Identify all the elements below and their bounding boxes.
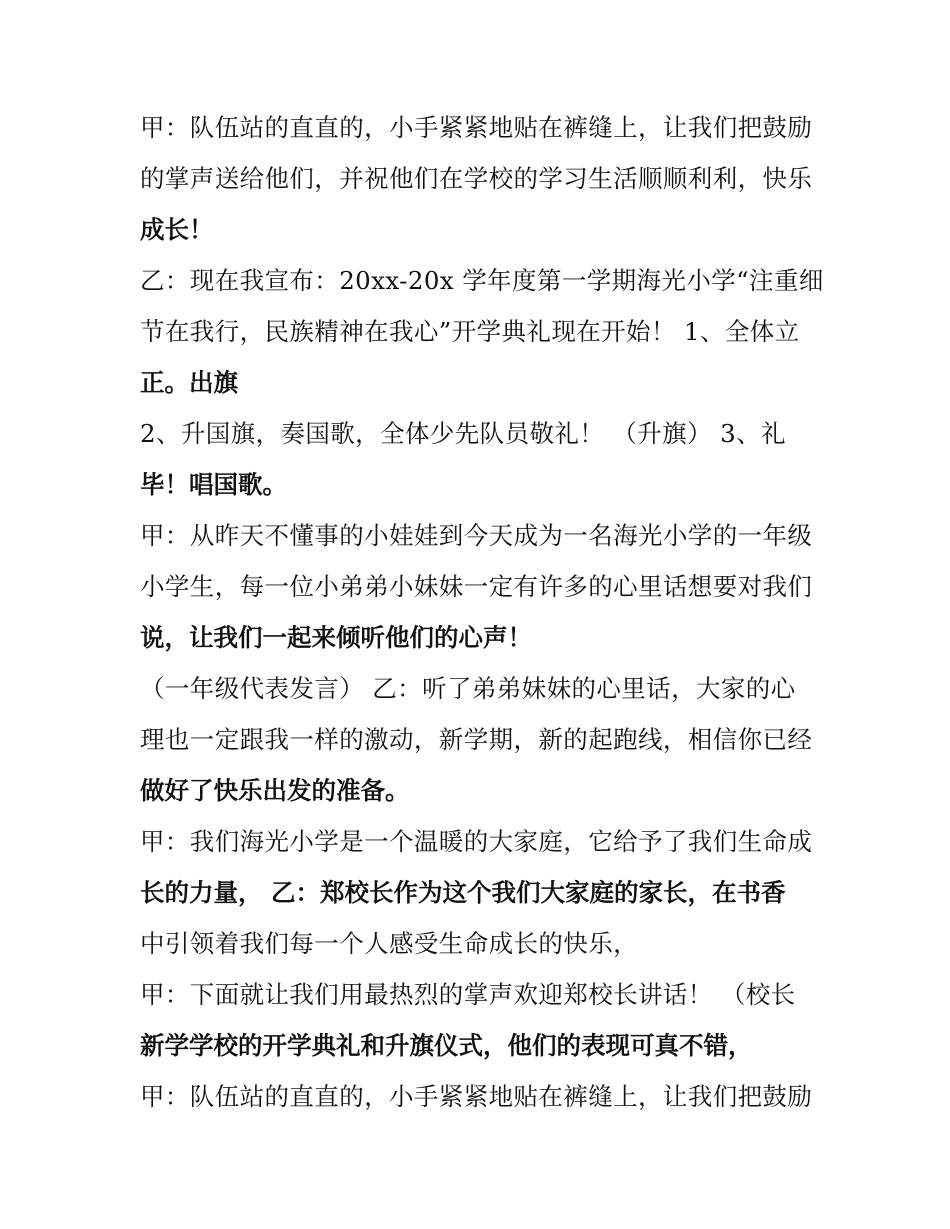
text-line: 长的力量， 乙：郑校长作为这个我们大家庭的家长，在书香 (140, 878, 786, 907)
text-line: 成长！ (140, 215, 214, 244)
text-line: 理也一定跟我一样的激动，新学期，新的起跑线，相信你已经 (140, 725, 813, 754)
text-line: （一年级代表发言） 乙：听了弟弟妹妹的心里话，大家的心 (140, 674, 796, 703)
document-body (140, 102, 824, 1122)
text-line: 甲：下面就让我们用最热烈的掌声欢迎郑校长讲话！ （校长 (140, 980, 796, 1009)
text-line: 甲：队伍站的直直的，小手紧紧地贴在裤缝上，让我们把鼓励 (140, 1082, 813, 1111)
text-line: 乙：现在我宣布：20xx-20x 学年度第一学期海光小学“注重细 (140, 266, 824, 295)
text-line: 毕！唱国歌。 (140, 470, 287, 499)
text-line: 的掌声送给他们，并祝他们在学校的学习生活顺顺利利，快乐 (140, 164, 813, 193)
text-line: 做好了快乐出发的准备。 (140, 776, 410, 805)
text-line: 甲：从昨天不懂事的小娃娃到今天成为一名海光小学的一年级 (140, 521, 813, 550)
text-line: 小学生，每一位小弟弟小妹妹一定有许多的心里话想要对我们 (140, 572, 813, 601)
text-line: 甲：队伍站的直直的，小手紧紧地贴在裤缝上，让我们把鼓励 (140, 113, 813, 142)
text-line: 2、升国旗，奏国歌，全体少先队员敬礼！ （升旗） 3、礼 (140, 419, 786, 448)
text-line: 正。出旗 (140, 368, 238, 397)
text-line: 甲：我们海光小学是一个温暖的大家庭，它给予了我们生命成 (140, 827, 813, 856)
text-line: 新学学校的开学典礼和升旗仪式，他们的表现可真不错， (140, 1031, 753, 1060)
text-line: 说，让我们一起来倾听他们的心声！ (140, 623, 532, 652)
text-line: 节在我行，民族精神在我心”开学典礼现在开始！ 1、全体立 (140, 317, 800, 346)
text-line: 中引领着我们每一个人感受生命成长的快乐， (140, 929, 638, 958)
